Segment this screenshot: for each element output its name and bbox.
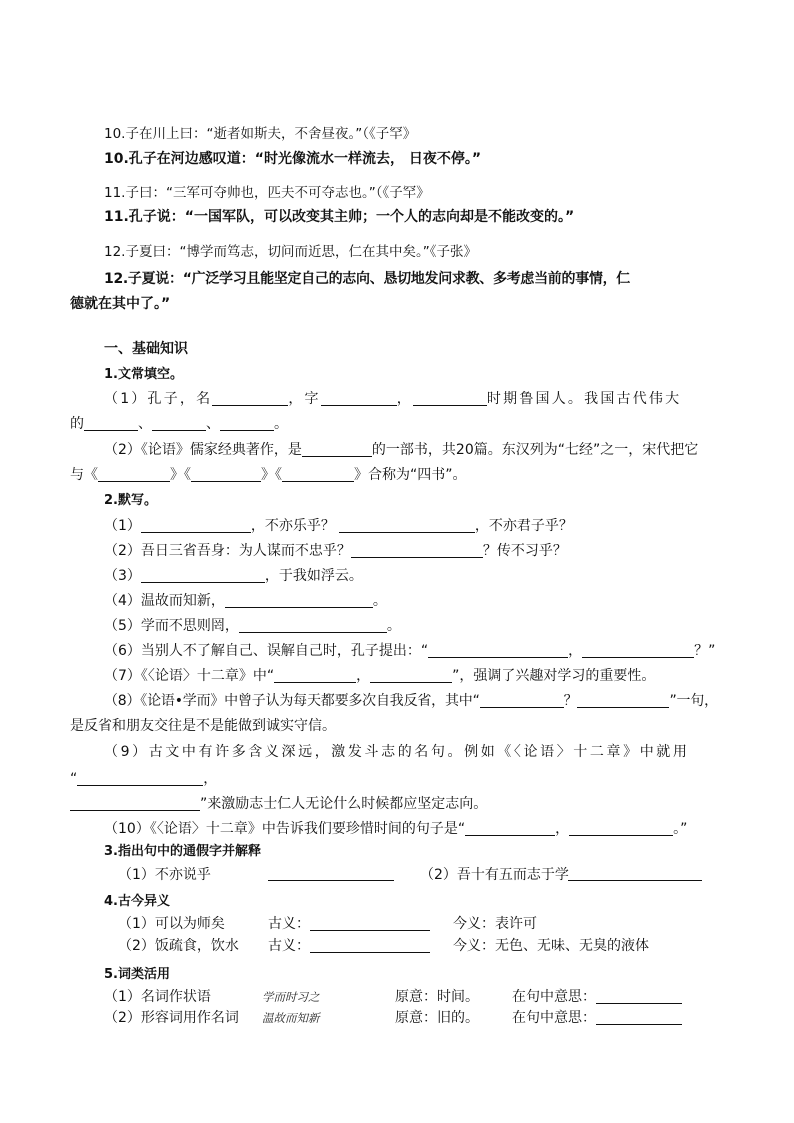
q2-text: ，不亦乐乎？ [250, 518, 335, 534]
q1-text: ， [396, 391, 413, 407]
fill-blank[interactable] [569, 821, 673, 836]
q5-row2-original: 原意：旧的。 [395, 1010, 479, 1026]
fill-blank[interactable] [480, 693, 564, 708]
q2-text: 。 [386, 618, 401, 634]
q5-text: 在句中意思： [512, 989, 596, 1005]
q4-title: 4.古今异义 [104, 894, 170, 909]
q2-text: ”来激励志士仁人无论什么时候都应坚定志向。 [200, 796, 488, 812]
q1-item2-line2 [70, 466, 467, 484]
q1-text: 。 [274, 416, 288, 432]
q1-text: 》《 [261, 467, 282, 483]
q1-text: ，字 [288, 391, 321, 407]
q5-row2-type: （2）形容词用作名词 [104, 1010, 239, 1026]
fill-blank[interactable] [413, 391, 487, 406]
q2-item9-line2 [70, 770, 217, 788]
q1-item2-line1 [104, 441, 698, 459]
fill-blank[interactable] [220, 416, 274, 431]
q2-item4 [104, 592, 387, 610]
q2-text: ，于我如浮云。 [264, 568, 363, 584]
fill-blank[interactable] [84, 416, 138, 431]
q2-item1 [104, 517, 573, 535]
q2-text: ？” [694, 643, 716, 659]
q2-text: ， [356, 668, 371, 684]
q5-row2-example: 温故而知新 [262, 1011, 320, 1025]
q2-text: （2）吾日三省吾身：为人谋而不忠乎？ [104, 543, 351, 559]
q2-text: 。” [673, 821, 688, 837]
q3-item1: （1）不亦说乎 [118, 867, 211, 883]
q3-title: 3.指出句中的通假字并解释 [104, 844, 261, 859]
fill-blank[interactable] [268, 866, 394, 881]
q1-item1-line1 [104, 390, 681, 408]
q2-item8-line1 [104, 692, 718, 710]
q1-text: （2）《论语》儒家经典著作，是 [104, 442, 302, 458]
fill-blank[interactable] [302, 442, 372, 457]
q4-row2-word: （2）饭疏食，饮水 [118, 938, 239, 954]
q1-text: 的一部书，共20篇。东汉列为“七经”之一，宋代把它 [371, 442, 699, 458]
fill-blank[interactable] [310, 916, 430, 931]
quote-12-original: 12.子夏曰：“博学而笃志，切问而近思，仁在其中矣。”《子张》 [104, 244, 477, 260]
quote-12-translation-line1: 12.子夏说：“广泛学习且能坚定自己的志向、恳切地发问求教、多考虑当前的事情，仁 [104, 271, 631, 287]
quote-10-translation: 10.孔子在河边感叹道：“时光像流水一样流去， 日夜不停。” [104, 151, 482, 167]
fill-blank[interactable] [596, 989, 682, 1004]
q1-text: （1）孔子，名 [104, 391, 213, 407]
q2-text: ， [555, 821, 570, 837]
q1-item1-line2 [70, 415, 288, 433]
q2-text: ”，强调了兴趣对学习的重要性。 [452, 668, 656, 684]
q5-row1-type: （1）名词作状语 [104, 989, 211, 1005]
q2-item9-line3 [70, 795, 487, 813]
q2-text: （10）《〈论语〉十二章》中告诉我们要珍惜时间的句子是“ [104, 821, 466, 837]
q2-item3 [104, 567, 363, 585]
fill-blank[interactable] [351, 543, 483, 558]
fill-blank[interactable] [370, 668, 452, 683]
fill-blank[interactable] [577, 693, 669, 708]
q2-text: （6）当别人不了解自己、误解自己时，孔子提出：“ [104, 643, 429, 659]
q1-text: 时期鲁国人。我国古代伟大 [486, 391, 682, 407]
q2-item7 [104, 667, 655, 685]
q2-text: ”一句， [669, 693, 718, 709]
fill-blank[interactable] [212, 391, 288, 406]
q1-text: 》《 [170, 467, 191, 483]
q1-text: 、 [138, 416, 152, 432]
fill-blank[interactable] [465, 821, 555, 836]
fill-blank[interactable] [321, 391, 397, 406]
q4-row1-word: （1）可以为师矣 [118, 916, 225, 932]
q1-text: 与《 [70, 467, 98, 483]
section-title-basic-knowledge: 一、基础知识 [104, 341, 188, 357]
q4-text: 古义： [268, 938, 310, 954]
quote-12-translation-line2: 德就在其中了。” [70, 296, 171, 312]
fill-blank[interactable] [568, 866, 702, 881]
fill-blank[interactable] [98, 467, 170, 482]
q2-text: （5）学而不思则罔， [104, 618, 239, 634]
q5-row1-original: 原意：时间。 [395, 989, 479, 1005]
q2-text: ？传不习乎？ [482, 543, 567, 559]
q5-row1-example: 学而时习之 [262, 990, 320, 1004]
q2-text: （3） [104, 568, 141, 584]
fill-blank[interactable] [428, 643, 568, 658]
fill-blank[interactable] [141, 568, 265, 583]
q3-item2: （2）吾十有五而志于学 [420, 867, 569, 883]
q4-row1-old [268, 915, 430, 933]
q1-title: 1.文常填空。 [104, 367, 183, 382]
fill-blank[interactable] [596, 1010, 682, 1025]
q4-text: 古义： [268, 916, 310, 932]
q2-title: 2.默写。 [104, 493, 157, 508]
q2-text: （7）《〈论语〉十二章》中“ [104, 668, 275, 684]
q2-item2 [104, 542, 567, 560]
fill-blank[interactable] [70, 796, 200, 811]
quote-10-original: 10.子在川上曰：“逝者如斯夫，不舍昼夜。”（《子罕》 [104, 126, 417, 142]
fill-blank[interactable] [77, 771, 203, 786]
q2-text: “ [70, 771, 78, 787]
fill-blank[interactable] [274, 668, 356, 683]
q5-title: 5.词类活用 [104, 967, 170, 982]
q2-item8-line2: 是反省和朋友交往是不是能做到诚实守信。 [70, 718, 336, 734]
q2-item6 [104, 642, 715, 660]
q2-item10 [104, 820, 687, 838]
q2-text: （8）《论语•学而》中曾子认为每天都要多次自我反省，其中“ [104, 693, 480, 709]
q4-row1-new: 今义：表许可 [453, 916, 537, 932]
quote-11-translation: 11.孔子说：“一国军队，可以改变其主帅；一个人的志向却是不能改变的。” [104, 209, 575, 225]
q2-text: （1） [104, 518, 141, 534]
q1-text: 、 [206, 416, 220, 432]
fill-blank[interactable] [282, 467, 354, 482]
fill-blank[interactable] [582, 643, 694, 658]
q2-text: 。 [372, 593, 387, 609]
q2-text: ， [568, 643, 583, 659]
fill-blank[interactable] [310, 938, 430, 953]
q2-item5 [104, 617, 401, 635]
fill-blank[interactable] [225, 593, 373, 608]
q1-text: 的 [70, 416, 84, 432]
quote-11-original: 11.子曰：“三军可夺帅也，匹夫不可夺志也。”（《子罕》 [104, 185, 430, 201]
q4-row2-new: 今义：无色、无味、无臭的液体 [453, 938, 649, 954]
q5-row2-context [512, 1009, 682, 1027]
q5-row1-context [512, 988, 682, 1006]
q2-text: ，不亦君子乎？ [474, 518, 573, 534]
fill-blank[interactable] [339, 518, 475, 533]
fill-blank[interactable] [191, 467, 261, 482]
q2-text: （4）温故而知新， [104, 593, 225, 609]
q4-row2-old [268, 937, 430, 955]
q2-text: ？ [563, 693, 578, 709]
fill-blank[interactable] [152, 416, 206, 431]
q2-text: ， [203, 771, 218, 787]
q1-text: 》合称为“四书”。 [354, 467, 467, 483]
q5-text: 在句中意思： [512, 1010, 596, 1026]
q2-item9-line1: （9）古文中有许多含义深远，激发斗志的名句。例如《〈论语〉十二章》中就用 [104, 744, 690, 760]
fill-blank[interactable] [239, 618, 387, 633]
fill-blank[interactable] [141, 518, 251, 533]
